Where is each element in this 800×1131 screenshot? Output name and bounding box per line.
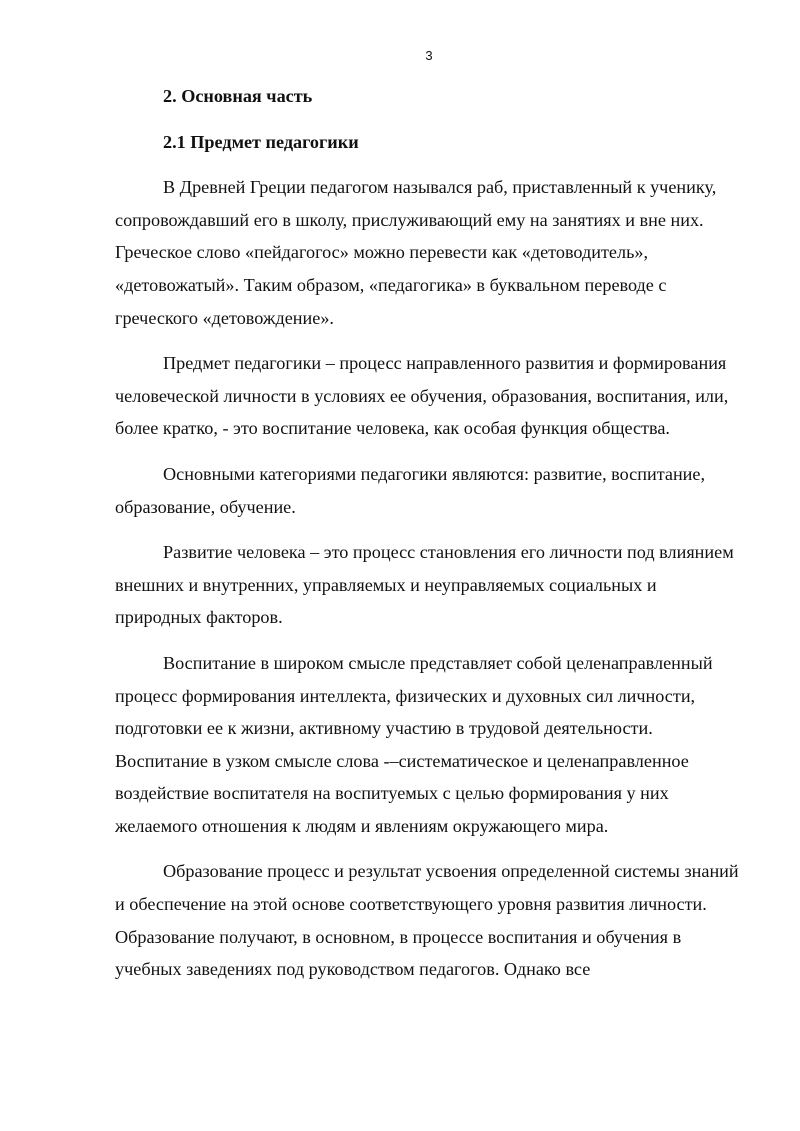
paragraph-human-development: Развитие человека – это процесс становления его личности под влиянием внешних и внутренних, управляемых и неуправляемых социальных и природных факторов. — [115, 542, 734, 628]
paragraph-upbringing: Воспитание в широком смысле представляет собой целенаправленный процесс формирования интеллекта, физических и духовных сил личности, подготовки ее к жизни, активному участию в трудовой деятельности. Воспитание в узком смысле слова -–систематическое и целенаправленное воздействие воспитателя на воспитуемых с целью формирования у них желаемого отношения к людям и явлениям окружающего мира. — [115, 652, 713, 836]
paragraph-ancient-greece: В Древней Греции педагогом назывался раб, приставленный к ученику, сопровождавший его в школу, прислуживающий ему на занятиях и вне них. Греческое слово «пейдагогос» можно перевести как «детоводитель», «детовожатый». Таким образом, «педагогика» в буквальном переводе с греческого «детовождение». — [115, 177, 717, 328]
paragraph-subject-pedagogy: Предмет педагогики – процесс направленного развития и формирования человеческой личности в условиях ее обучения, образования, воспитания, или, более кратко, - это воспитание человека, как особая функция общества. — [115, 353, 729, 439]
page-number: 3 — [425, 48, 433, 63]
document-body — [115, 80, 745, 986]
paragraph-education: Образование процесс и результат усвоения определенной системы знаний и обеспечение на этой основе соответствующего уровня развития личности. Образование получают, в основном, в процессе воспитания и обучения в учебных заведениях под руководством педагогов. Однако все — [115, 861, 739, 980]
section-heading: 2. Основная часть — [163, 86, 313, 106]
subsection-heading: 2.1 Предмет педагогики — [163, 131, 359, 152]
paragraph-main-categories: Основными категориями педагогики являются: развитие, воспитание, образование, обучение. — [115, 463, 706, 517]
